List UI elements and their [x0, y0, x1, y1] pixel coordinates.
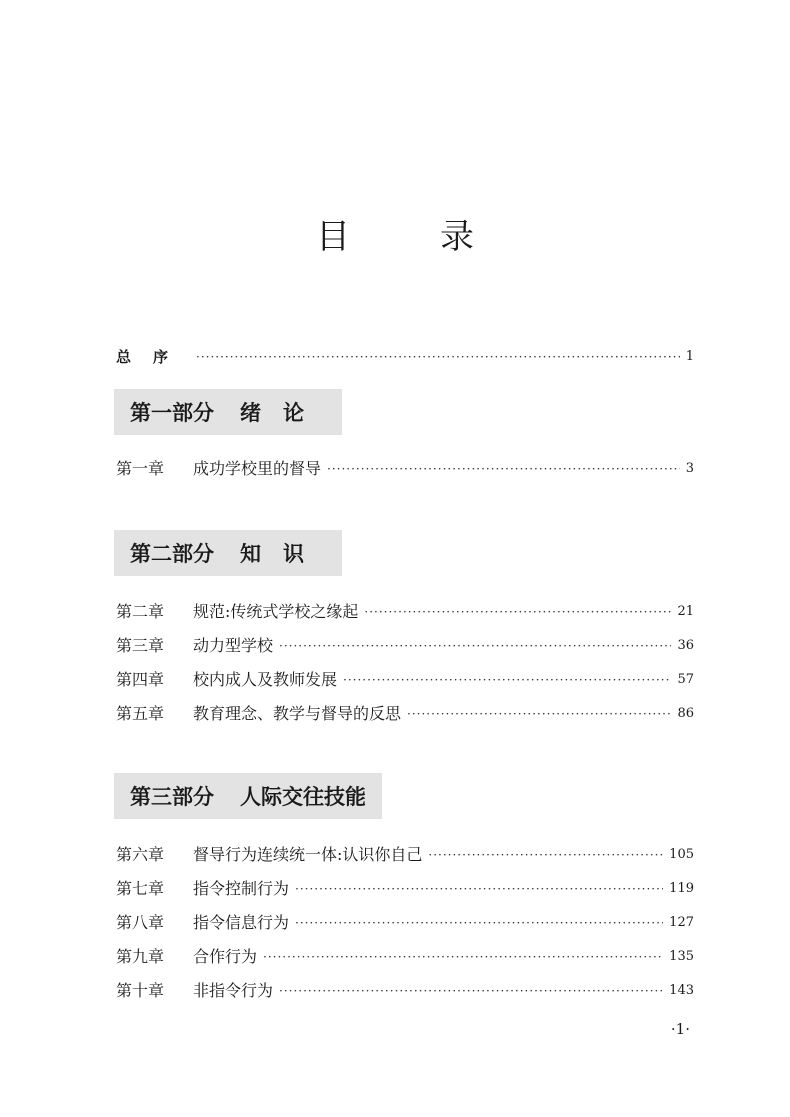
page-number: 36: [677, 638, 694, 653]
leader-dots: [364, 601, 671, 623]
chapter-number: 第四章: [116, 670, 165, 689]
leader-dots: [343, 669, 671, 691]
leader-dots: [428, 844, 663, 866]
toc-entry-chapter-7[interactable]: [116, 874, 694, 900]
leader-dots: [327, 458, 680, 480]
leader-dots: [295, 912, 663, 934]
page-number: 3: [685, 461, 694, 476]
footer-page-number: ·1·: [670, 1020, 690, 1038]
page-number: 1: [685, 349, 694, 364]
chapter-title: 动力型学校: [193, 636, 274, 655]
chapter-number: 第七章: [116, 879, 165, 898]
toc-entry-chapter-9[interactable]: [116, 942, 694, 968]
chapter-title: 指令信息行为: [193, 913, 290, 932]
chapter-number: 第十章: [116, 981, 165, 1000]
chapter-number: 第三章: [116, 636, 165, 655]
part-number: 第三部分: [130, 784, 214, 809]
page-number: 105: [669, 847, 694, 862]
page-number: 143: [669, 983, 694, 998]
chapter-title: 指令控制行为: [193, 879, 290, 898]
preface-label: 总序: [116, 348, 191, 366]
part-heading-2: [114, 530, 342, 576]
chapter-number: 第六章: [116, 845, 165, 864]
page-number: 21: [677, 604, 694, 619]
leader-dots: [407, 703, 671, 725]
chapter-title: 校内成人及教师发展: [193, 670, 338, 689]
chapter-title: 督导行为连续统一体:认识你自己: [193, 845, 423, 864]
chapter-number: 第八章: [116, 913, 165, 932]
chapter-title: 成功学校里的督导: [193, 459, 322, 478]
toc-entry-chapter-6[interactable]: [116, 840, 694, 866]
part-heading-3: [114, 773, 382, 819]
part-heading-1: [114, 389, 342, 435]
page-number: 57: [677, 672, 694, 687]
toc-title: 目 录: [316, 217, 502, 257]
chapter-number: 第一章: [116, 459, 165, 478]
leader-dots: [295, 878, 663, 900]
chapter-number: 第五章: [116, 704, 165, 723]
leader-dots: [263, 946, 663, 968]
chapter-title: 非指令行为: [193, 981, 274, 1000]
leader-dots: [279, 635, 671, 657]
page-number: 127: [669, 915, 694, 930]
chapter-number: 第九章: [116, 947, 165, 966]
chapter-number: 第二章: [116, 602, 165, 621]
part-title: 绪论: [240, 400, 326, 425]
part-number: 第一部分: [130, 400, 214, 425]
toc-entry-chapter-8[interactable]: [116, 908, 694, 934]
toc-entry-chapter-1[interactable]: [116, 454, 694, 480]
leader-dots: [279, 980, 663, 1002]
part-title: 人际交往技能: [240, 784, 366, 809]
leader-dots: [196, 346, 680, 368]
toc-entry-preface[interactable]: [116, 342, 694, 368]
page-number: 135: [669, 949, 694, 964]
toc-entry-chapter-4[interactable]: [116, 665, 694, 691]
toc-entry-chapter-3[interactable]: [116, 631, 694, 657]
chapter-title: 规范:传统式学校之缘起: [193, 602, 359, 621]
part-number: 第二部分: [130, 541, 214, 566]
chapter-title: 合作行为: [193, 947, 258, 966]
page-number: 119: [669, 881, 694, 896]
toc-entry-chapter-2[interactable]: [116, 597, 694, 623]
toc-entry-chapter-5[interactable]: [116, 699, 694, 725]
toc-entry-chapter-10[interactable]: [116, 976, 694, 1002]
page-number: 86: [677, 706, 694, 721]
part-title: 知识: [240, 541, 326, 566]
chapter-title: 教育理念、教学与督导的反思: [193, 704, 402, 723]
